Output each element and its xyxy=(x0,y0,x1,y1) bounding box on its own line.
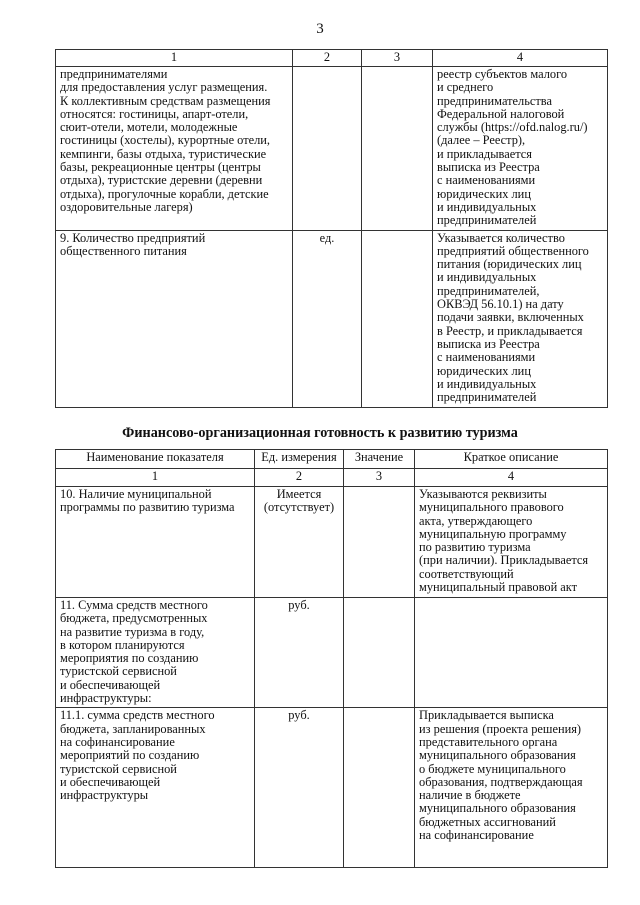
indicator-name-cell: 10. Наличие муниципальной программы по развитию туризма xyxy=(56,487,255,598)
column-number: 2 xyxy=(293,50,362,67)
value-cell xyxy=(362,230,433,407)
table-row xyxy=(56,487,608,598)
page-number: 3 xyxy=(316,21,324,37)
value-cell xyxy=(362,67,433,231)
column-header: Ед. измерения xyxy=(255,450,344,469)
column-number-row xyxy=(56,469,608,487)
infrastructure-table-continued xyxy=(55,49,608,408)
column-header: Краткое описание xyxy=(415,450,608,469)
column-number-row xyxy=(56,50,608,67)
header-row xyxy=(56,450,608,469)
table-row xyxy=(56,67,608,231)
column-header: Значение xyxy=(344,450,415,469)
financial-readiness-table xyxy=(55,449,608,868)
table-row xyxy=(56,598,608,708)
unit-cell: Имеется (отсутствует) xyxy=(255,487,344,598)
unit-cell: руб. xyxy=(255,708,344,868)
indicator-name-cell: предпринимателями для предоставления услуг размещения. К коллективным средствам размещения относятся: гостиницы, апарт-отели, сюит-отели, мотели, молодежные гостиницы (хостелы), курортные отели, кемпинги, базы отдыха, туристические базы, рекреационные центры (центры отдыха), туристские деревни (деревни отдыха), прогулочные корабли, детские оздоровительные лагеря) xyxy=(56,67,293,231)
column-number: 4 xyxy=(415,469,608,487)
column-number: 3 xyxy=(362,50,433,67)
table-row xyxy=(56,230,608,407)
value-cell xyxy=(344,708,415,868)
unit-cell: руб. xyxy=(255,598,344,708)
column-number: 2 xyxy=(255,469,344,487)
description-cell: Указываются реквизиты муниципального правового акта, утверждающего муниципальную программу по развитию туризма (при наличии). Прикладывается соответствующий муниципальный правовой акт xyxy=(415,487,608,598)
unit-cell xyxy=(293,67,362,231)
value-cell xyxy=(344,487,415,598)
column-number: 1 xyxy=(56,469,255,487)
unit-cell: ед. xyxy=(293,230,362,407)
value-cell xyxy=(344,598,415,708)
table-row xyxy=(56,708,608,868)
description-cell: реестр субъектов малого и среднего предпринимательства Федеральной налоговой службы (https://ofd.nalog.ru/) (далее – Реестр), и прикладывается выписка из Реестра с наименованиями юридических лиц и индивидуальных предпринимателей xyxy=(433,67,608,231)
indicator-name-cell: 9. Количество предприятий общественного питания xyxy=(56,230,293,407)
description-cell: Указывается количество предприятий общественного питания (юридических лиц и индивидуальных предпринимателей, ОКВЭД 56.10.1) на дату подачи заявки, включенных в Реестр, и прикладывается выписка из Реестра с наименованиями юридических лиц и индивидуальных предпринимателей xyxy=(433,230,608,407)
column-header: Наименование показателя xyxy=(56,450,255,469)
section-title: Финансово-организационная готовность к развитию туризма xyxy=(122,425,518,441)
description-cell xyxy=(415,598,608,708)
indicator-name-cell: 11.1. сумма средств местного бюджета, запланированных на софинансирование мероприятий по созданию туристской сервисной и обеспечивающей инфраструктуры xyxy=(56,708,255,868)
column-number: 3 xyxy=(344,469,415,487)
column-number: 4 xyxy=(433,50,608,67)
column-number: 1 xyxy=(56,50,293,67)
indicator-name-cell: 11. Сумма средств местного бюджета, предусмотренных на развитие туризма в году, в котором планируются мероприятия по созданию туристской сервисной и обеспечивающей инфраструктуры: xyxy=(56,598,255,708)
description-cell: Прикладывается выписка из решения (проекта решения) представительного органа муниципального образования о бюджете муниципального образования, подтверждающая наличие в бюджете муниципального образования бюджетных ассигнований на софинансирование xyxy=(415,708,608,868)
